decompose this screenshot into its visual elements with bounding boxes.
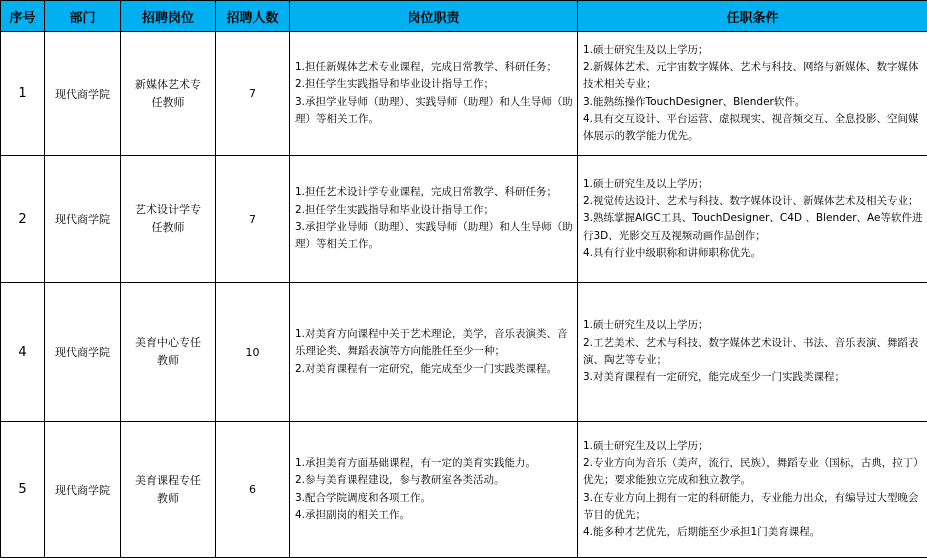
header-requirements: 任职条件: [578, 1, 927, 32]
row-dept: 现代商学院: [45, 32, 121, 156]
row-count: 10: [216, 283, 290, 422]
requirement-item: 1.硕士研究生及以上学历；: [583, 43, 709, 56]
row-requirements: [578, 283, 927, 422]
header-duties: 岗位职责: [290, 1, 578, 32]
requirement-item: 2.专业方向为音乐（美声，流行，民族），舞蹈专业（国标，古典，拉丁）优先；要求能独立完成和独立教学。: [583, 456, 919, 487]
row-requirements: [578, 156, 927, 283]
row-no: 1: [1, 32, 45, 156]
requirement-item: 1.硕士研究生及以上学历；: [583, 177, 709, 190]
duty-item: 2.担任学生实践指导和毕业设计指导工作；: [295, 78, 495, 91]
header-dept: 部门: [45, 1, 121, 32]
row-duties: [290, 422, 578, 558]
requirement-item: 4.能多种才艺优先，后期能至少承担1门美育课程。: [583, 526, 821, 539]
row-duties: [290, 156, 578, 283]
requirement-item: 4.具有交互设计、平台运营、虚拟现实、视音频交互、全息投影、空间媒体展示的教学能力优先。: [583, 112, 919, 143]
row-dept: 现代商学院: [45, 156, 121, 283]
row-no: 4: [1, 283, 45, 422]
duty-item: 3.承担学业导师（助理）、实践导师（助理）和人生导师（助理）等相关工作。: [295, 221, 573, 251]
requirement-item: 2.工艺美术、艺术与科技、数字媒体艺术设计、书法、音乐表演、舞蹈表演、陶艺等专业；: [583, 336, 919, 366]
duty-item: 3.配合学院调度和各项工作。: [295, 491, 432, 504]
duty-item: 1.对美育方向课程中关于艺术理论，美学，音乐表演类、音乐理论类、舞蹈表演等方向能胜任至少一种；: [295, 328, 568, 358]
duty-item: 1.承担美育方面基础课程，有一定的美育实践能力。: [295, 456, 537, 469]
duty-item: 3.承担学业导师（助理）、实践导师（助理）和人生导师（助理）等相关工作。: [295, 95, 573, 125]
row-count: 7: [216, 156, 290, 283]
requirement-item: 1.硕士研究生及以上学历；: [583, 439, 709, 452]
row-position: 美育课程专任教师: [121, 422, 216, 558]
requirement-item: 2.新媒体艺术、元宇宙数字媒体、艺术与科技、网络与新媒体、数字媒体技术相关专业；: [583, 60, 919, 91]
table-row: [1, 32, 927, 156]
row-position: 新媒体艺术专任教师: [121, 32, 216, 156]
requirement-item: 2.视觉传达设计、艺术与科技、数字媒体设计、新媒体艺术及相关专业；: [583, 195, 919, 208]
duty-item: 1.担任艺术设计学专业课程，完成日常教学、科研任务；: [295, 186, 558, 199]
header-no: 序号: [1, 1, 45, 32]
row-count: 7: [216, 32, 290, 156]
row-position: 艺术设计学专任教师: [121, 156, 216, 283]
duty-item: 4.承担副岗的相关工作。: [295, 508, 411, 521]
row-dept: 现代商学院: [45, 283, 121, 422]
requirement-item: 1.硕士研究生及以上学历；: [583, 319, 709, 332]
requirement-item: 3.对美育课程有一定研究，能完成至少一门实践类课程；: [583, 371, 846, 384]
row-no: 2: [1, 156, 45, 283]
row-duties: [290, 32, 578, 156]
duty-item: 1.担任新媒体艺术专业课程，完成日常教学、科研任务；: [295, 60, 558, 73]
duty-item: 2.参与美育课程建设，参与教研室各类活动。: [295, 474, 505, 487]
row-position: 美育中心专任教师: [121, 283, 216, 422]
header-count: 招聘人数: [216, 1, 290, 32]
row-dept: 现代商学院: [45, 422, 121, 558]
table-header-row: [1, 1, 927, 32]
table-row: [1, 422, 927, 558]
row-requirements: [578, 422, 927, 558]
requirement-item: 3.能熟练操作TouchDesigner、Blender软件。: [583, 95, 806, 108]
row-requirements: [578, 32, 927, 156]
row-no: 5: [1, 422, 45, 558]
table-row: [1, 283, 927, 422]
table-row: [1, 156, 927, 283]
row-count: 6: [216, 422, 290, 558]
duty-item: 2.担任学生实践指导和毕业设计指导工作；: [295, 203, 495, 216]
requirement-item: 4.具有行业中级职称和讲师职称优先。: [583, 246, 762, 259]
row-duties: [290, 283, 578, 422]
requirement-item: 3.熟练掌握AIGC工具、TouchDesigner、C4D 、Blender、Ae等软件进行3D、光影交互及视频动画作品创作；: [583, 212, 923, 242]
header-position: 招聘岗位: [121, 1, 216, 32]
requirement-item: 3.在专业方向上拥有一定的科研能力，专业能力出众，有编导过大型晚会节目的优先；: [583, 491, 919, 521]
duty-item: 2.对美育课程有一定研究，能完成至少一门实践类课程。: [295, 362, 558, 375]
